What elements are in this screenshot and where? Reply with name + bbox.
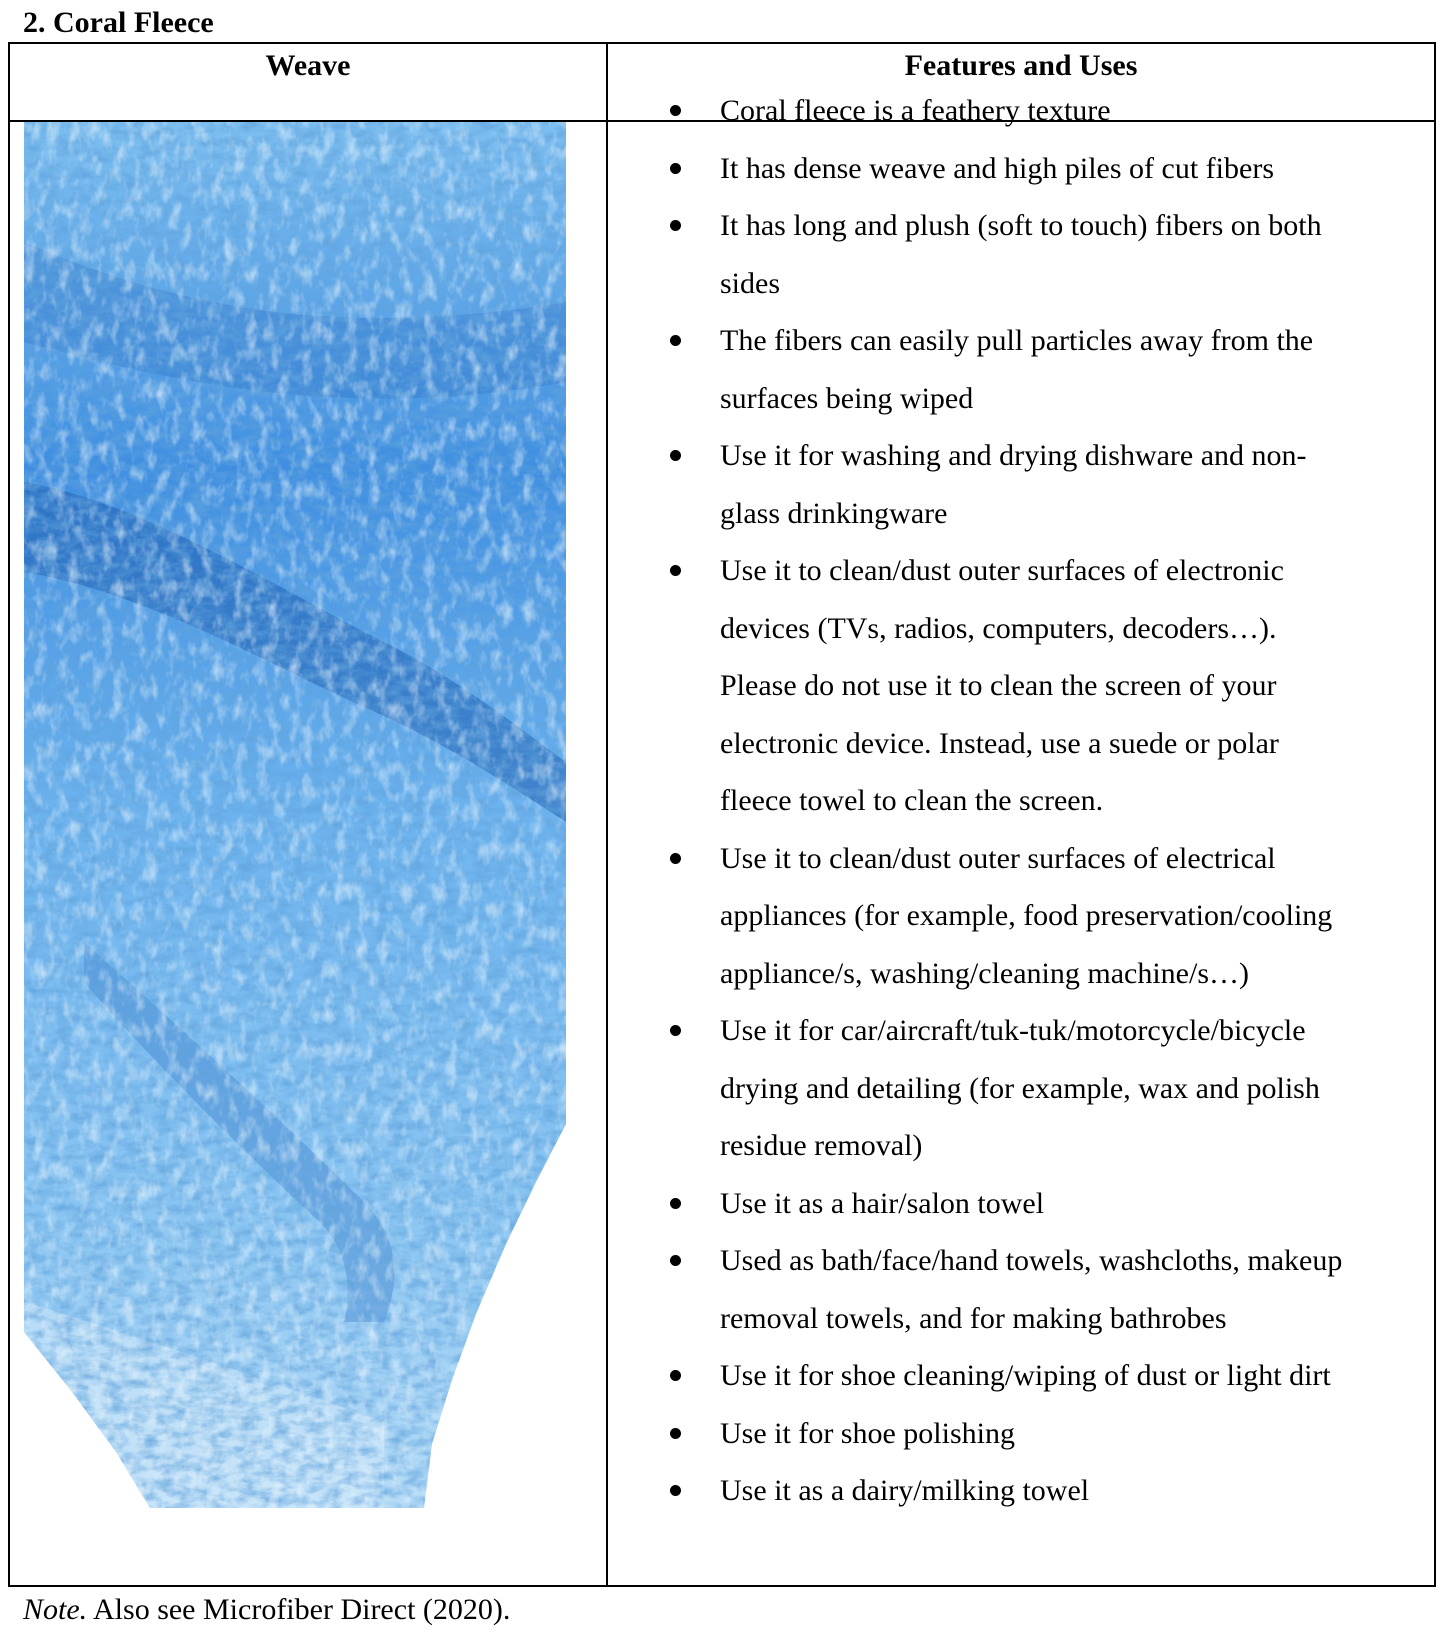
feature-item	[660, 1405, 1420, 1463]
feature-line: Use it for shoe cleaning/wiping of dust or light dirt	[720, 1359, 1331, 1392]
bullet-icon	[670, 105, 681, 116]
feature-line: Use it as a dairy/milking towel	[720, 1474, 1090, 1507]
feature-line: Use it as a hair/salon towel	[720, 1186, 1045, 1220]
feature-line: electronic device. Instead, use a suede or polar	[720, 726, 1279, 760]
feature-line: Use it for car/aircraft/tuk-tuk/motorcycle/bicycle	[720, 1014, 1306, 1047]
feature-line: removal towels, and for making bathrobes	[720, 1301, 1227, 1335]
bullet-icon	[670, 1198, 681, 1209]
feature-line: drying and detailing (for example, wax and polish	[720, 1071, 1320, 1105]
feature-item	[660, 1175, 1420, 1233]
bullet-icon	[670, 565, 681, 576]
features-list	[660, 82, 1420, 1520]
bullet-icon	[670, 220, 681, 231]
feature-item	[660, 1462, 1420, 1520]
feature-line: It has dense weave and high piles of cut fibers	[720, 151, 1274, 185]
feature-item	[660, 1232, 1420, 1347]
source-note	[23, 1590, 510, 1630]
feature-line: Use it for washing and drying dishware and non-	[720, 439, 1307, 472]
bullet-icon	[670, 163, 681, 174]
feature-line: Coral fleece is a feathery texture	[720, 94, 1111, 127]
feature-item	[660, 140, 1420, 198]
feature-item	[660, 542, 1420, 830]
coral-fleece-image	[24, 122, 596, 1508]
feature-line: residue removal)	[720, 1129, 923, 1162]
feature-line: glass drinkingware	[720, 496, 948, 530]
bullet-icon	[670, 1428, 681, 1439]
feature-item	[660, 1347, 1420, 1405]
bullet-icon	[670, 335, 681, 346]
feature-item	[660, 312, 1420, 427]
bullet-icon	[670, 853, 681, 864]
feature-line: Use it to clean/dust outer surfaces of electronic	[720, 554, 1284, 587]
feature-line: It has long and plush (soft to touch) fibers on both	[720, 209, 1322, 242]
note-text: Also see Microfiber Direct (2020).	[87, 1593, 511, 1626]
bullet-icon	[670, 1370, 681, 1381]
feature-line: appliance/s, washing/cleaning machine/s…)	[720, 956, 1249, 990]
feature-line: The fibers can easily pull particles away from the	[720, 324, 1314, 357]
feature-line: Please do not use it to clean the screen of your	[720, 669, 1277, 702]
note-label: Note.	[23, 1593, 88, 1626]
feature-line: devices (TVs, radios, computers, decoders…).	[720, 611, 1277, 645]
feature-item	[660, 82, 1420, 140]
section-heading: 2. Coral Fleece	[23, 6, 214, 39]
feature-line: surfaces being wiped	[720, 381, 974, 415]
feature-line: Use it for shoe polishing	[720, 1416, 1015, 1450]
column-divider	[606, 44, 608, 1585]
feature-line: fleece towel to clean the screen.	[720, 784, 1104, 817]
feature-line: Use it to clean/dust outer surfaces of electrical	[720, 841, 1276, 875]
weave-column-header: Weave	[265, 49, 351, 82]
features-column-header: Features and Uses	[904, 49, 1138, 82]
feature-item	[660, 197, 1420, 312]
bullet-icon	[670, 1485, 681, 1496]
bullet-icon	[670, 1255, 681, 1266]
feature-item	[660, 427, 1420, 542]
feature-line: Used as bath/face/hand towels, washcloths, makeup	[720, 1244, 1343, 1277]
feature-item	[660, 1002, 1420, 1175]
bullet-icon	[670, 1025, 681, 1036]
feature-line: appliances (for example, food preservation/cooling	[720, 899, 1333, 932]
feature-item	[660, 830, 1420, 1003]
feature-line: sides	[720, 266, 780, 300]
bullet-icon	[670, 450, 681, 461]
